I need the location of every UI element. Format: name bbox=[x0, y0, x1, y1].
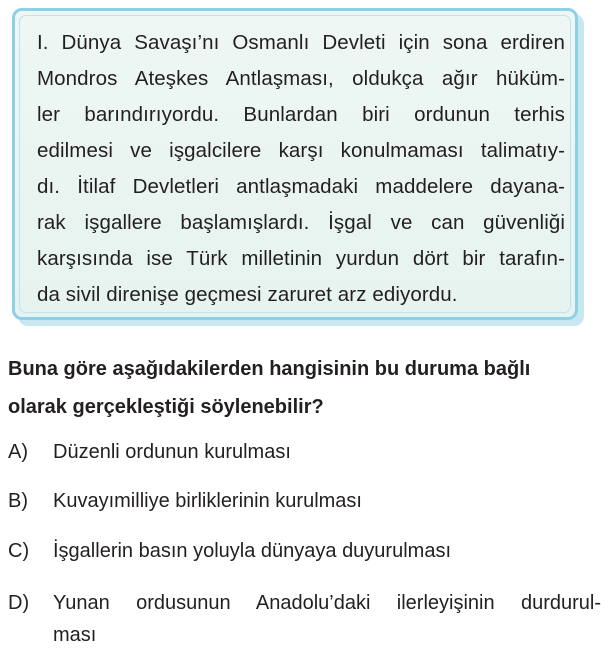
option-text-continuation: ması bbox=[53, 624, 97, 646]
option-text: Yunan ordusunun Anadolu’daki ilerleyişinin durdurul- bbox=[53, 592, 601, 614]
option-letter: C) bbox=[8, 540, 30, 562]
option-text: Kuvayımilliye birliklerinin kurulması bbox=[53, 490, 362, 512]
passage-line: da sivil direnişe geçmesi zaruret arz ediyordu. bbox=[37, 283, 458, 306]
passage-line: ler barındırıyordu. Bunlardan biri ordunun terhis bbox=[37, 103, 565, 126]
option-letter: D) bbox=[8, 592, 30, 614]
passage-line: rak işgallere başlamışlardı. İşgal ve can güvenliği bbox=[37, 211, 565, 234]
passage-line: Mondros Ateşkes Antlaşması, oldukça ağır hüküm- bbox=[37, 67, 565, 90]
option-text: İşgallerin basın yoluyla dünyaya duyurulması bbox=[53, 540, 451, 562]
option-letter: A) bbox=[8, 441, 28, 463]
passage-box bbox=[12, 8, 578, 320]
option-letter: B) bbox=[8, 490, 28, 512]
option-text: Düzenli ordunun kurulması bbox=[53, 441, 291, 463]
passage-line: dı. İtilaf Devletleri antlaşmadaki maddelere dayana- bbox=[37, 175, 565, 198]
question-text: Buna göre aşağıdakilerden hangisinin bu duruma bağlı bbox=[8, 358, 531, 380]
passage-line: I. Dünya Savaşı’nı Osmanlı Devleti için sona erdiren bbox=[37, 31, 565, 54]
question-text: olarak gerçekleştiği söylenebilir? bbox=[8, 396, 324, 418]
passage-line: edilmesi ve işgalcilere karşı konulmaması talimatıy- bbox=[37, 139, 565, 162]
passage-line: karşısında ise Türk milletinin yurdun dört bir tarafın- bbox=[37, 247, 565, 270]
